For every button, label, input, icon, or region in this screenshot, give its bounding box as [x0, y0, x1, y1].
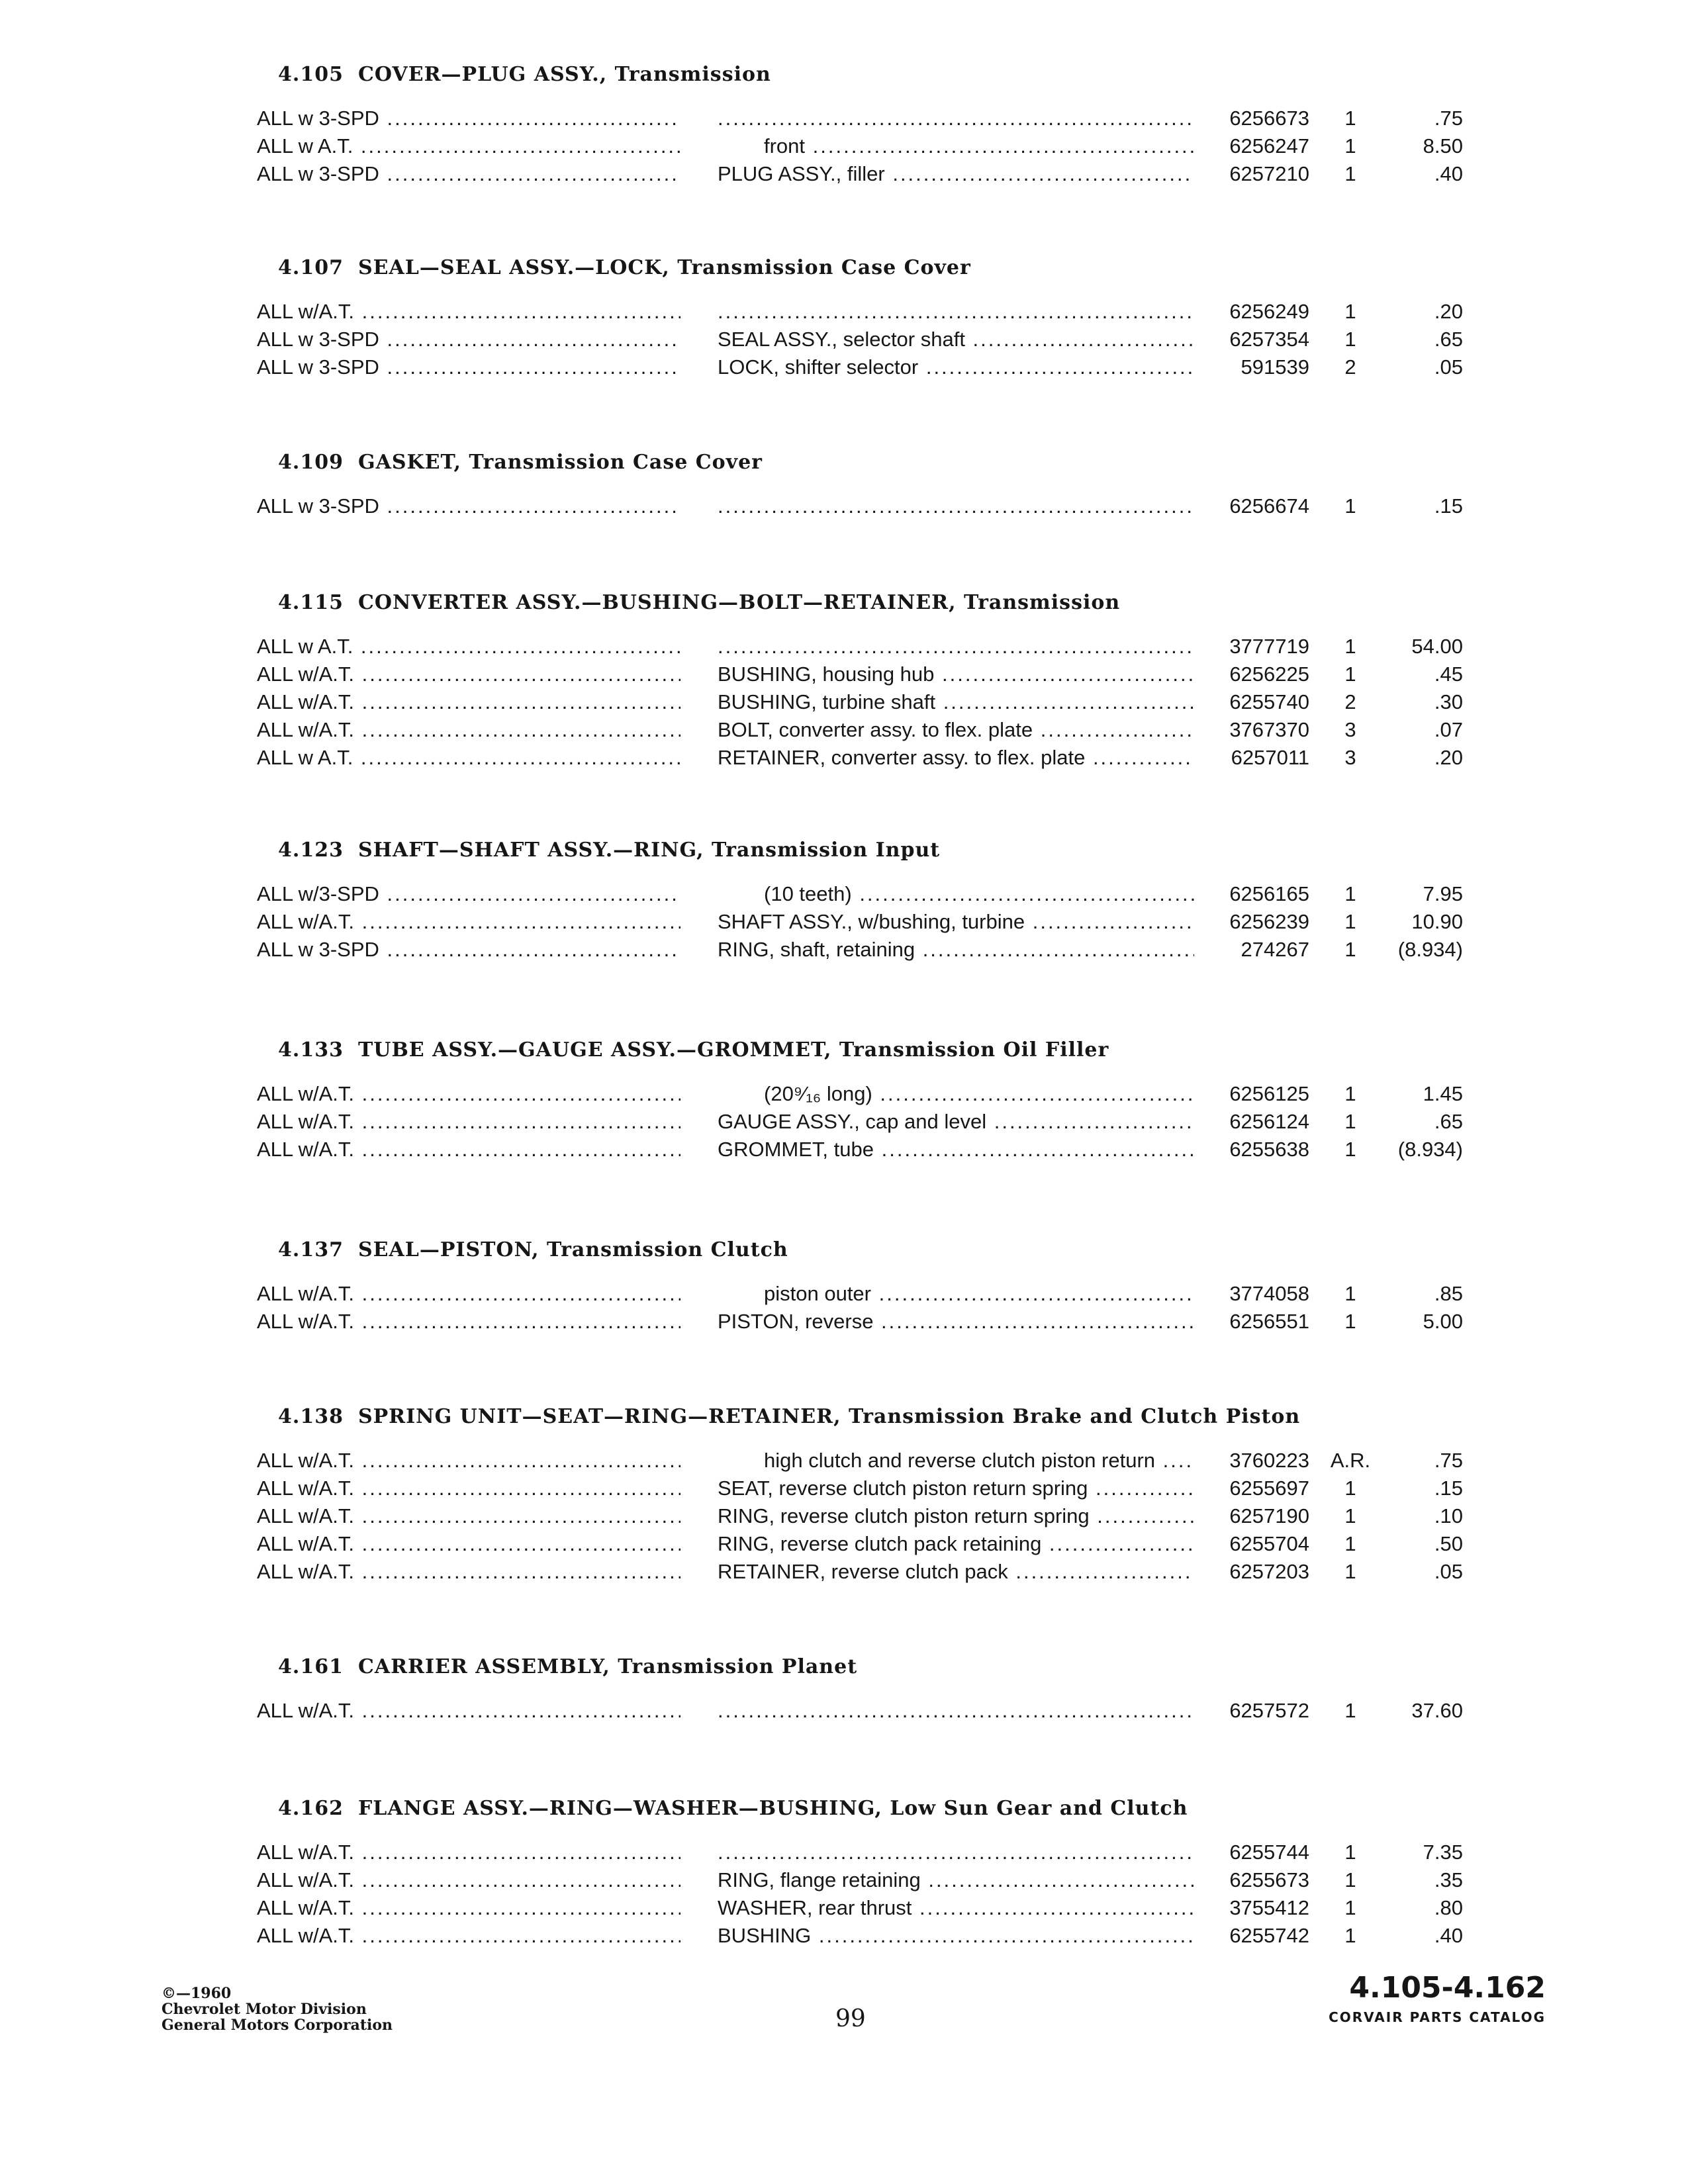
section-number: 4.115	[278, 591, 344, 614]
application: ALL w A.T. .....	[257, 633, 680, 660]
price: .75	[1434, 107, 1463, 130]
application: ALL w/A.T. .....	[257, 1530, 680, 1558]
copyright-corporation: General Motors Corporation	[162, 2017, 393, 2034]
table-row	[0, 1697, 1688, 1725]
description: BUSHING, housing hub .....	[718, 660, 1194, 688]
quantity: A.R.	[1330, 1449, 1371, 1472]
price: .40	[1434, 162, 1463, 185]
application: ALL w/A.T. .....	[257, 1136, 680, 1163]
table-row	[0, 1894, 1688, 1922]
copyright-year: ©—1960	[162, 1985, 232, 2002]
table-row	[0, 1866, 1688, 1894]
description: RING, shaft, retaining .....	[718, 936, 1194, 964]
section-title: COVER—PLUG ASSY., Transmission	[357, 63, 771, 86]
page-range: 4.105-4.162	[1349, 1971, 1546, 2005]
section-number: 4.133	[278, 1038, 344, 1062]
table-row	[0, 1080, 1688, 1108]
description: PISTON, reverse .....	[718, 1308, 1194, 1336]
table-row	[0, 326, 1688, 353]
price: .80	[1434, 1896, 1463, 1919]
description: RING, reverse clutch piston return spring .....	[718, 1502, 1194, 1530]
page-number: 99	[835, 2005, 866, 2032]
part-number: 6257210	[1229, 162, 1309, 185]
table-row	[0, 744, 1688, 772]
table-row	[0, 688, 1688, 716]
quantity: 1	[1344, 1082, 1356, 1105]
table-row	[0, 1308, 1688, 1336]
table-row	[0, 908, 1688, 936]
table-row	[0, 1530, 1688, 1558]
section-heading	[278, 447, 763, 478]
section-heading	[278, 588, 1120, 618]
application: ALL w/A.T. .....	[257, 660, 680, 688]
section-title: TUBE ASSY.—GAUGE ASSY.—GROMMET, Transmission Oil Filler	[357, 1038, 1109, 1062]
quantity: 1	[1344, 1841, 1356, 1864]
application: ALL w/A.T. .....	[257, 908, 680, 936]
application: ALL w/A.T. .....	[257, 1475, 680, 1502]
application: ALL w/A.T. .....	[257, 1558, 680, 1586]
description: BUSHING .....	[718, 1922, 1194, 1950]
part-number: 6256673	[1229, 107, 1309, 130]
price: 8.50	[1423, 134, 1463, 158]
section-number: 4.105	[278, 63, 344, 86]
price: .15	[1434, 494, 1463, 518]
section-heading	[278, 1035, 1109, 1066]
table-row	[0, 1558, 1688, 1586]
description: SEAT, reverse clutch piston return spring .....	[718, 1475, 1194, 1502]
description	[718, 1697, 1194, 1725]
application: ALL w/A.T. .....	[257, 1922, 680, 1950]
part-number: 274267	[1241, 938, 1309, 961]
part-number: 6256125	[1229, 1082, 1309, 1105]
price: 10.90	[1411, 910, 1463, 933]
table-row	[0, 1502, 1688, 1530]
part-number: 6257011	[1231, 746, 1309, 769]
copyright-notice	[162, 1985, 393, 2033]
section-title: CARRIER ASSEMBLY, Transmission Planet	[357, 1655, 858, 1678]
price: (8.934)	[1397, 938, 1463, 961]
section-title: SEAL—PISTON, Transmission Clutch	[357, 1238, 788, 1261]
application: ALL w/A.T. .....	[257, 688, 680, 716]
price: .20	[1434, 300, 1463, 323]
part-number: 3760223	[1229, 1449, 1309, 1472]
part-number: 6257354	[1229, 328, 1309, 351]
price: .65	[1434, 328, 1463, 351]
part-number: 6255740	[1229, 690, 1309, 713]
section-number: 4.138	[278, 1405, 344, 1428]
table-row	[0, 298, 1688, 326]
application: ALL w 3-SPD .....	[257, 160, 680, 188]
price: .15	[1434, 1477, 1463, 1500]
table-row	[0, 633, 1688, 660]
table-row	[0, 1922, 1688, 1950]
price: .75	[1434, 1449, 1463, 1472]
price: .05	[1434, 355, 1463, 379]
quantity: 1	[1344, 910, 1356, 933]
part-number: 6255673	[1229, 1868, 1309, 1891]
table-row	[0, 1108, 1688, 1136]
table-row	[0, 492, 1688, 520]
table-row	[0, 1447, 1688, 1475]
price: 54.00	[1411, 635, 1463, 658]
part-number: 6257203	[1229, 1560, 1309, 1583]
section-number: 4.161	[278, 1655, 344, 1678]
quantity: 1	[1344, 134, 1356, 158]
part-number: 6255638	[1229, 1138, 1309, 1161]
part-number: 6257190	[1229, 1504, 1309, 1527]
application: ALL w 3-SPD .....	[257, 105, 680, 132]
application: ALL w/A.T. .....	[257, 1447, 680, 1475]
quantity: 3	[1344, 718, 1356, 741]
description: SHAFT ASSY., w/bushing, turbine .....	[718, 908, 1194, 936]
description: SEAL ASSY., selector shaft .....	[718, 326, 1194, 353]
section-heading	[278, 1235, 788, 1265]
table-row	[0, 160, 1688, 188]
table-row	[0, 936, 1688, 964]
section-title: SPRING UNIT—SEAT—RING—RETAINER, Transmission Brake and Clutch Piston	[357, 1405, 1301, 1428]
description: (20⁹⁄₁₆ long) .....	[718, 1080, 1194, 1108]
application: ALL w 3-SPD .....	[257, 492, 680, 520]
quantity: 1	[1344, 328, 1356, 351]
quantity: 3	[1344, 746, 1356, 769]
price: (8.934)	[1397, 1138, 1463, 1161]
quantity: 1	[1344, 494, 1356, 518]
section-heading	[278, 1652, 857, 1682]
section-heading	[278, 60, 771, 90]
part-number: 6257572	[1229, 1699, 1309, 1722]
quantity: 1	[1344, 1282, 1356, 1305]
table-row	[0, 1475, 1688, 1502]
quantity: 1	[1344, 1896, 1356, 1919]
application: ALL w 3-SPD .....	[257, 353, 680, 381]
application: ALL w/A.T. .....	[257, 1839, 680, 1866]
table-row	[0, 105, 1688, 132]
application: ALL w/3-SPD .....	[257, 880, 680, 908]
section-title: SEAL—SEAL ASSY.—LOCK, Transmission Case Cover	[357, 256, 971, 279]
description: RING, reverse clutch pack retaining .....	[718, 1530, 1194, 1558]
description	[718, 492, 1194, 520]
quantity: 1	[1344, 1699, 1356, 1722]
description	[718, 633, 1194, 660]
quantity: 1	[1344, 1110, 1356, 1133]
table-row	[0, 1280, 1688, 1308]
part-number: 6255742	[1229, 1924, 1309, 1947]
table-row	[0, 1136, 1688, 1163]
description: RETAINER, converter assy. to flex. plate .....	[718, 744, 1194, 772]
application: ALL w/A.T. .....	[257, 1080, 680, 1108]
quantity: 1	[1344, 938, 1356, 961]
quantity: 1	[1344, 1504, 1356, 1527]
section-heading	[278, 835, 940, 866]
application: ALL w/A.T. .....	[257, 1108, 680, 1136]
copyright-division: Chevrolet Motor Division	[162, 2001, 367, 2018]
application: ALL w A.T. .....	[257, 744, 680, 772]
application: ALL w A.T. .....	[257, 132, 680, 160]
table-row	[0, 716, 1688, 744]
quantity: 1	[1344, 107, 1356, 130]
description: high clutch and reverse clutch piston return .....	[718, 1447, 1194, 1475]
quantity: 2	[1344, 690, 1356, 713]
table-row	[0, 660, 1688, 688]
part-number: 6255744	[1229, 1841, 1309, 1864]
part-number: 6256124	[1229, 1110, 1309, 1133]
price: .50	[1434, 1532, 1463, 1555]
part-number: 6256225	[1229, 662, 1309, 686]
quantity: 1	[1344, 300, 1356, 323]
section-title: CONVERTER ASSY.—BUSHING—BOLT—RETAINER, Transmission	[357, 591, 1121, 614]
part-number: 3777719	[1229, 635, 1309, 658]
description	[718, 1839, 1194, 1866]
description: BOLT, converter assy. to flex. plate .....	[718, 716, 1194, 744]
application: ALL w 3-SPD .....	[257, 326, 680, 353]
description: GAUGE ASSY., cap and level .....	[718, 1108, 1194, 1136]
section-number: 4.107	[278, 256, 344, 279]
application: ALL w/A.T. .....	[257, 1866, 680, 1894]
section-title: FLANGE ASSY.—RING—WASHER—BUSHING, Low Sun Gear and Clutch	[357, 1797, 1188, 1820]
description: WASHER, rear thrust .....	[718, 1894, 1194, 1922]
section-title: GASKET, Transmission Case Cover	[357, 451, 763, 474]
price: .10	[1434, 1504, 1463, 1527]
application: ALL w/A.T. .....	[257, 716, 680, 744]
part-number: 6256249	[1229, 300, 1309, 323]
section-heading	[278, 1402, 1300, 1432]
table-row	[0, 353, 1688, 381]
section-number: 4.109	[278, 451, 344, 474]
part-number: 3767370	[1229, 718, 1309, 741]
table-row	[0, 132, 1688, 160]
price: .05	[1434, 1560, 1463, 1583]
description: (10 teeth) .....	[718, 880, 1194, 908]
quantity: 1	[1344, 1924, 1356, 1947]
description: piston outer .....	[718, 1280, 1194, 1308]
description	[718, 298, 1194, 326]
price: 5.00	[1423, 1310, 1463, 1333]
price: 7.95	[1423, 882, 1463, 905]
price: .45	[1434, 662, 1463, 686]
application: ALL w/A.T. .....	[257, 298, 680, 326]
part-number: 6256165	[1229, 882, 1309, 905]
description: GROMMET, tube .....	[718, 1136, 1194, 1163]
section-number: 4.123	[278, 839, 344, 862]
section-number: 4.162	[278, 1797, 344, 1820]
part-number: 6256551	[1229, 1310, 1309, 1333]
description: RETAINER, reverse clutch pack .....	[718, 1558, 1194, 1586]
price: .30	[1434, 690, 1463, 713]
quantity: 1	[1344, 1560, 1356, 1583]
quantity: 1	[1344, 162, 1356, 185]
application: ALL w/A.T. .....	[257, 1502, 680, 1530]
section-number: 4.137	[278, 1238, 344, 1261]
price: .85	[1434, 1282, 1463, 1305]
quantity: 1	[1344, 1310, 1356, 1333]
price: .07	[1434, 718, 1463, 741]
part-number: 6256247	[1229, 134, 1309, 158]
application: ALL w/A.T. .....	[257, 1280, 680, 1308]
part-number: 6255704	[1229, 1532, 1309, 1555]
part-number: 591539	[1241, 355, 1309, 379]
quantity: 1	[1344, 1532, 1356, 1555]
part-number: 6256674	[1229, 494, 1309, 518]
description: BUSHING, turbine shaft .....	[718, 688, 1194, 716]
part-number: 3774058	[1229, 1282, 1309, 1305]
section-heading	[278, 1794, 1188, 1824]
quantity: 1	[1344, 1868, 1356, 1891]
price: 37.60	[1411, 1699, 1463, 1722]
quantity: 1	[1344, 882, 1356, 905]
quantity: 1	[1344, 635, 1356, 658]
quantity: 1	[1344, 662, 1356, 686]
description: front .....	[718, 132, 1194, 160]
application: ALL w/A.T. .....	[257, 1697, 680, 1725]
description: PLUG ASSY., filler .....	[718, 160, 1194, 188]
table-row	[0, 880, 1688, 908]
price: .20	[1434, 746, 1463, 769]
price: .35	[1434, 1868, 1463, 1891]
quantity: 2	[1344, 355, 1356, 379]
price: 7.35	[1423, 1841, 1463, 1864]
table-row	[0, 1839, 1688, 1866]
quantity: 1	[1344, 1138, 1356, 1161]
description: RING, flange retaining .....	[718, 1866, 1194, 1894]
section-title: SHAFT—SHAFT ASSY.—RING, Transmission Input	[357, 839, 941, 862]
section-heading	[278, 253, 971, 283]
price: .65	[1434, 1110, 1463, 1133]
part-number: 3755412	[1229, 1896, 1309, 1919]
part-number: 6256239	[1229, 910, 1309, 933]
application: ALL w/A.T. .....	[257, 1894, 680, 1922]
application: ALL w/A.T. .....	[257, 1308, 680, 1336]
price: 1.45	[1423, 1082, 1463, 1105]
part-number: 6255697	[1229, 1477, 1309, 1500]
price: .40	[1434, 1924, 1463, 1947]
catalog-name: CORVAIR PARTS CATALOG	[1329, 2009, 1546, 2025]
quantity: 1	[1344, 1477, 1356, 1500]
description: LOCK, shifter selector .....	[718, 353, 1194, 381]
description	[718, 105, 1194, 132]
application: ALL w 3-SPD .....	[257, 936, 680, 964]
